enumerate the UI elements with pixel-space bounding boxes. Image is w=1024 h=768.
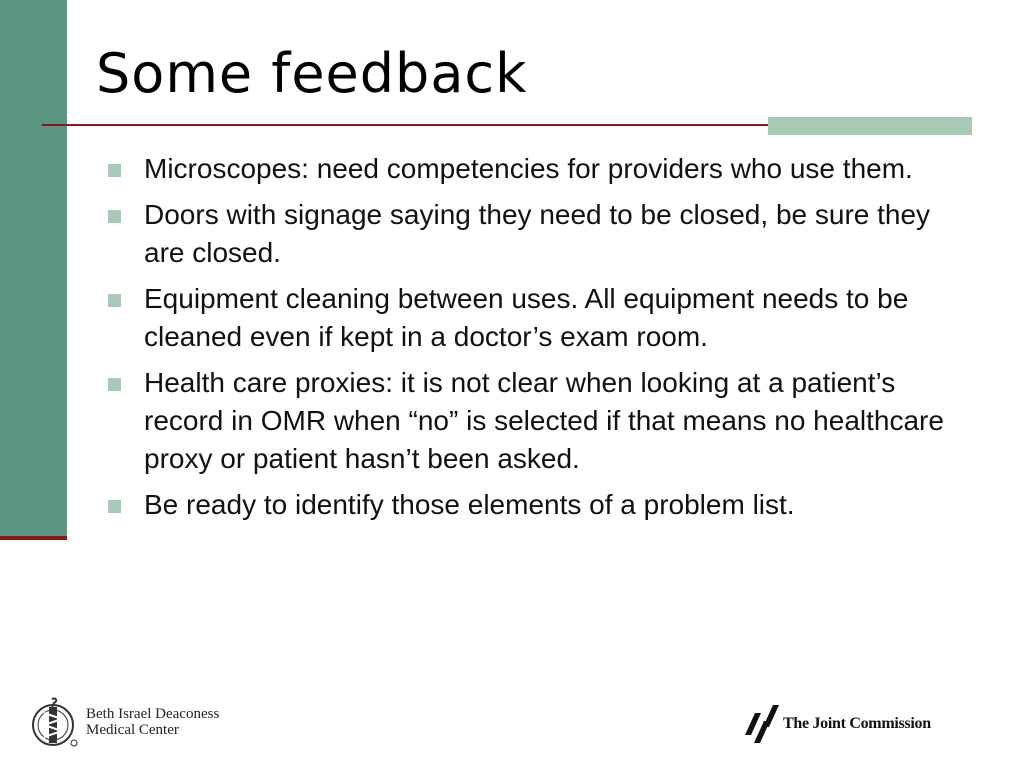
square-bullet-icon [108,164,121,177]
bullet-text: Health care proxies: it is not clear when looking at a patient’s record in OMR when “no” is selected if that means no healthcare proxy or patient hasn’t been asked. [144,367,944,474]
bullet-text: Be ready to identify those elements of a problem list. [144,489,795,520]
joint-commission-icon [745,705,779,743]
bullet-item [104,196,974,272]
slide-title: Some feedback [96,42,528,105]
square-bullet-icon [108,210,121,223]
bidmc-line2: Medical Center [86,722,179,738]
bidmc-name [86,706,219,738]
joint-commission-text: The Joint Commission [783,715,931,732]
bidmc-line1: Beth Israel Deaconess [86,706,220,722]
bullet-list [104,150,974,532]
square-bullet-icon [108,294,121,307]
bullet-text: Equipment cleaning between uses. All equipment needs to be cleaned even if kept in a doctor’s exam room. [144,283,909,352]
bullet-item [104,364,974,478]
bidmc-seal-icon [30,695,78,749]
left-bar-underline [0,536,67,540]
joint-commission-logo [745,704,931,744]
bullet-text: Microscopes: need competencies for providers who use them. [144,153,913,184]
bidmc-logo [30,694,219,750]
bullet-item [104,150,974,188]
bullet-text: Doors with signage saying they need to be closed, be sure they are closed. [144,199,931,268]
bullet-item [104,486,974,524]
bullet-item [104,280,974,356]
left-accent-bar [0,0,67,536]
square-bullet-icon [108,378,121,391]
title-accent-block [768,117,972,135]
square-bullet-icon [108,500,121,513]
